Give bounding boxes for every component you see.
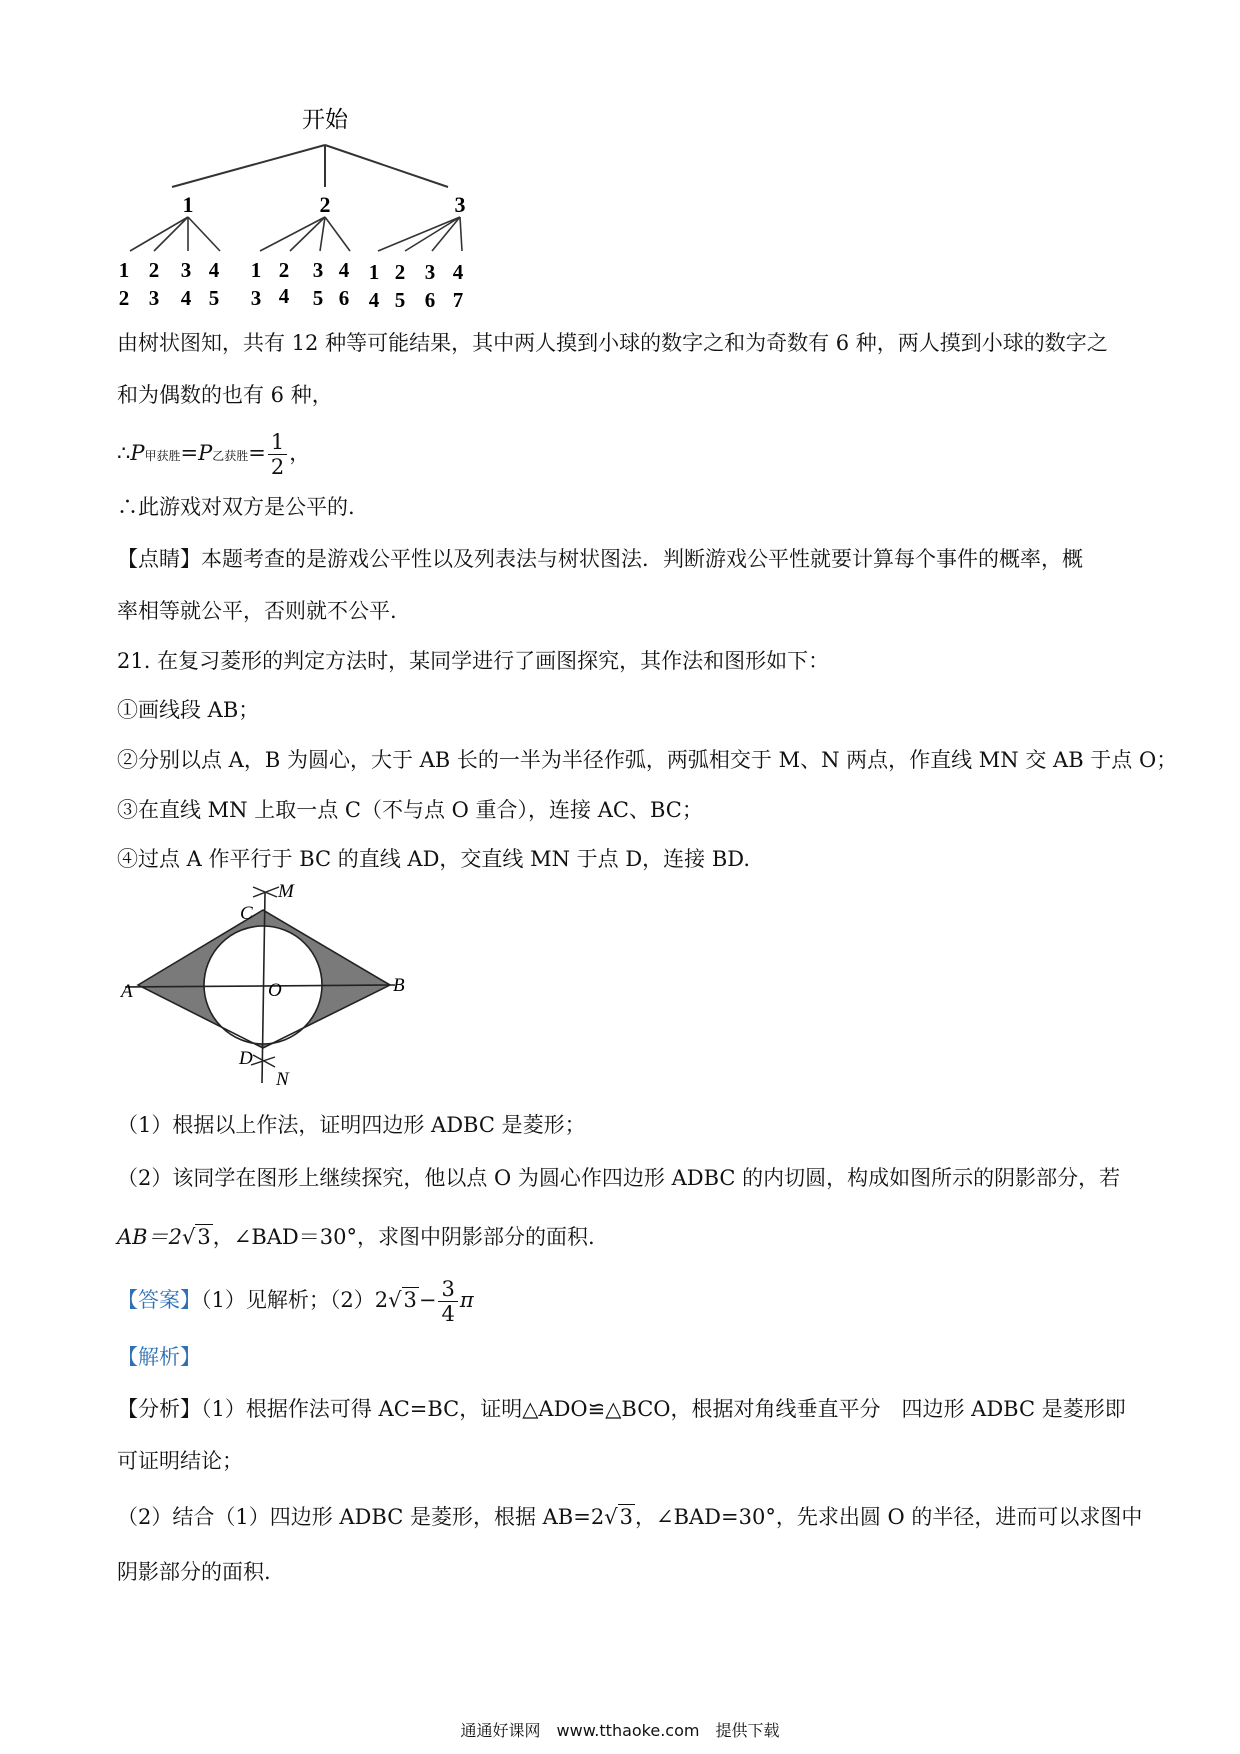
leaf: 5 xyxy=(312,286,324,310)
question-part-2-line-1: （2）该同学在图形上继续探究，他以点 O 为圆心作四边形 ADBC 的内切圆，构成如图所示的阴影部分，若 xyxy=(117,1166,1121,1190)
tree-branch-1: 1 xyxy=(182,192,194,217)
leaf: 7 xyxy=(452,288,464,312)
tree-diagram xyxy=(110,105,530,315)
analysis-line-2: 可证明结论； xyxy=(117,1449,243,1473)
paragraph-dianjing-1: 【点睛】本题考查的是游戏公平性以及列表法与树状图法．判断游戏公平性就要计算每个事件的概率，概 xyxy=(117,547,1083,571)
leaf: 3 xyxy=(312,258,324,282)
analysis-line-1: 【分析】（1）根据作法可得 AC=BC，证明△ADO≌△BCO，根据对角线垂直平分 四边形 ADBC 是菱形即 xyxy=(117,1397,1126,1421)
label-c: C xyxy=(240,903,253,924)
label-n: N xyxy=(276,1069,289,1090)
rhombus-figure xyxy=(115,875,425,1095)
leaf: 1 xyxy=(368,260,380,284)
jiexi-heading: 【解析】 xyxy=(117,1345,201,1369)
leaf: 3 xyxy=(250,286,262,310)
step-3: ③在直线 MN 上取一点 C（不与点 O 重合），连接 AC、BC； xyxy=(117,798,703,822)
paragraph-tree-conclusion-1: 由树状图知，共有 12 种等可能结果，其中两人摸到小球的数字之和为奇数有 6 种，两人摸到小球的数字之 xyxy=(117,331,1108,355)
step-2: ②分别以点 A，B 为圆心，大于 AB 长的一半为半径作弧，两弧相交于 M、N 两点，作直线 MN 交 AB 于点 O； xyxy=(117,748,1178,772)
leaf: 4 xyxy=(208,258,220,282)
leaf: 4 xyxy=(368,288,380,312)
sqrt-3: √3 xyxy=(181,1225,211,1249)
leaf: 4 xyxy=(180,286,192,310)
leaf: 2 xyxy=(118,286,130,310)
leaf: 6 xyxy=(338,286,350,310)
leaf: 3 xyxy=(424,260,436,284)
leaf: 3 xyxy=(148,286,160,310)
leaf: 2 xyxy=(278,258,290,282)
paragraph-dianjing-2: 率相等就公平，否则就不公平. xyxy=(117,599,397,623)
step-1: ①画线段 AB； xyxy=(117,698,260,722)
leaf: 3 xyxy=(180,258,192,282)
step-4: ④过点 A 作平行于 BC 的直线 AD，交直线 MN 于点 D，连接 BD. xyxy=(117,847,751,871)
analysis-part-2-line-1: （2）结合（1）四边形 ADBC 是菱形，根据 AB=2√3，∠BAD=30°，先求出圆 O 的半径，进而可以求图中 xyxy=(117,1505,1143,1529)
leaf: 5 xyxy=(394,288,406,312)
probability-equation: ∴P甲获胜=P乙获胜= $\frac{1}{2}$ ， xyxy=(117,430,311,479)
tree-root: 开始 xyxy=(302,107,348,132)
question-21: 21. 在复习菱形的判定方法时，某同学进行了画图探究，其作法和图形如下： xyxy=(117,649,830,673)
answer-line: 【答案】（1）见解析；（2）2√3− $\frac{3}{4}$ π xyxy=(117,1277,474,1326)
label-a: A xyxy=(121,981,133,1002)
question-part-2-line-2: AB＝2√3，∠BAD＝30°，求图中阴影部分的面积. xyxy=(117,1222,595,1252)
label-d: D xyxy=(239,1048,253,1069)
tree-branch-3: 3 xyxy=(454,192,466,217)
question-part-1: （1）根据以上作法，证明四边形 ADBC 是菱形； xyxy=(117,1113,586,1137)
leaf: 1 xyxy=(118,258,130,282)
leaf: 4 xyxy=(452,260,464,284)
paragraph-fair-game: ∴此游戏对双方是公平的. xyxy=(117,495,355,519)
leaf: 6 xyxy=(424,288,436,312)
page-footer: 通通好课网 www.tthaoke.com 提供下载 xyxy=(460,1721,780,1740)
fraction-one-half: $\frac{1}{2}$ xyxy=(268,430,287,479)
leaf: 1 xyxy=(250,258,262,282)
fraction-three-quarters: $\frac{3}{4}$ xyxy=(438,1277,457,1326)
label-o: O xyxy=(268,980,282,1001)
paragraph-tree-conclusion-2: 和为偶数的也有 6 种， xyxy=(117,383,333,407)
tree-branch-2: 2 xyxy=(319,192,331,217)
leaf: 4 xyxy=(338,258,350,282)
leaf: 2 xyxy=(148,258,160,282)
label-m: M xyxy=(278,881,294,902)
leaf: 4 xyxy=(278,284,290,308)
leaf: 5 xyxy=(208,286,220,310)
leaf: 2 xyxy=(394,260,406,284)
label-b: B xyxy=(393,975,405,996)
analysis-part-2-line-2: 阴影部分的面积. xyxy=(117,1560,271,1584)
